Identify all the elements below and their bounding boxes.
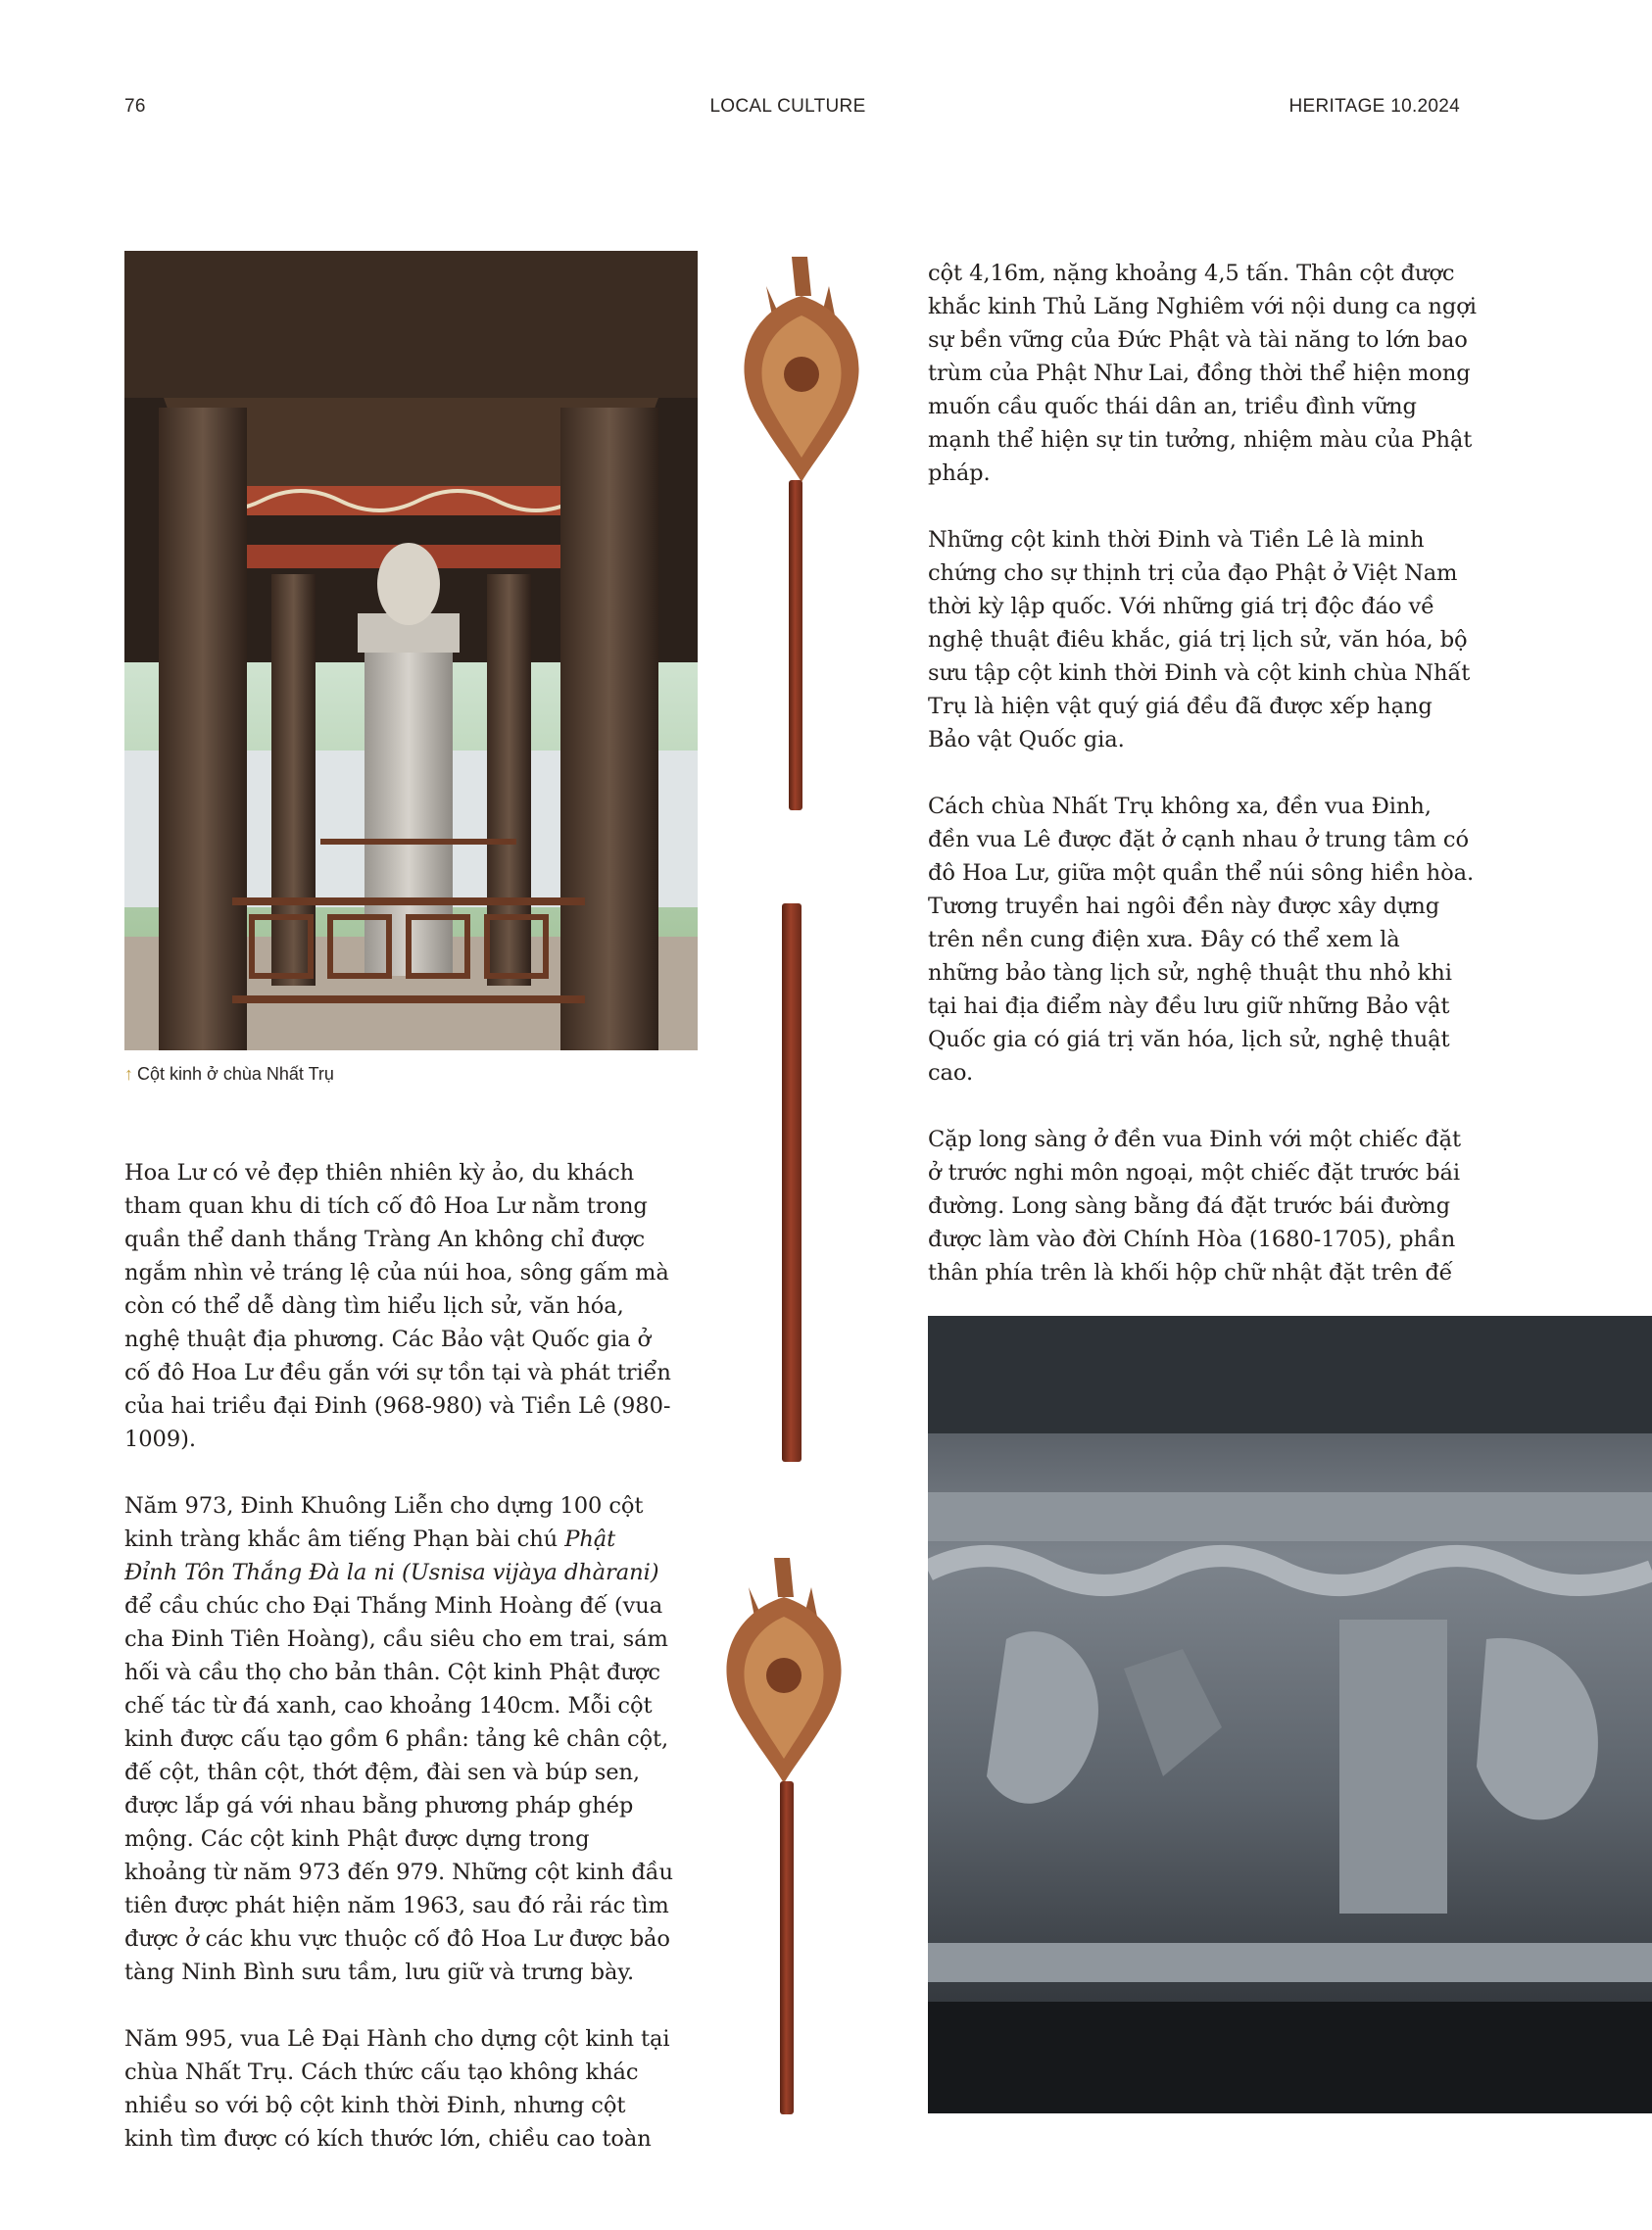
stone-pillar-photo: [124, 251, 698, 1050]
caption-text: Cột kinh ở chùa Nhất Trụ: [137, 1064, 334, 1084]
staff-pole: [780, 1781, 794, 2114]
left-text-column: [124, 1156, 673, 2189]
page-number: 76: [124, 96, 146, 117]
inscription-title: Phật Đỉnh Tôn Thắng Đà la ni (Usnisa vijàya dhàrani): [124, 1527, 659, 1585]
paragraph-text: để cầu chúc cho Đại Thắng Minh Hoàng đế (vua cha Đinh Tiên Hoàng), cầu siêu cho em trai, sám hối và cầu thọ cho bản thân. Cột kinh Phật được chế tác từ đá xanh, cao khoảng 140cm. Mỗi cột kinh được cấu tạo gồm 6 phần: tảng kê chân cột, đế cột, thân cột, thớt đệm, đài sen và búp sen, được lắp gá với nhau bằng phương pháp ghép mộng. Các cột kinh Phật được dựng trong khoảng từ năm 973 đến 979. Những cột kinh đầu tiên được phát hiện năm 1963, sau đó rải rác tìm được ở các khu vực thuộc cố đô Hoa Lư được bảo tàng Ninh Bình sưu tầm, lưu giữ và trưng bày.: [124, 1593, 673, 1985]
issue-label: HERITAGE 10.2024: [1288, 96, 1460, 117]
section-title: LOCAL CULTURE: [709, 96, 866, 117]
photo-caption: [124, 1064, 334, 1085]
paragraph: Những cột kinh thời Đinh và Tiền Lê là minh chứng cho sự thịnh trị của đạo Phật ở Việt Nam thời kỳ lập quốc. Với những giá trị độc đáo về nghệ thuật điêu khắc, giá trị lịch sử, văn hóa, bộ sưu tập cột kinh thời Đinh và cột kinh chùa Nhất Trụ là hiện vật quý giá đều đã được xếp hạng Bảo vật Quốc gia.: [928, 527, 1471, 752]
paragraph: Cặp long sàng ở đền vua Đinh với một chiếc đặt ở trước nghi môn ngoại, một chiếc đặt trước bái đường. Long sàng bằng đá đặt trước bái đường được làm vào đời Chính Hòa (1680-1705), phần thân phía trên là khối hộp chữ nhật đặt trên đế: [928, 1127, 1461, 1285]
ornamental-staff-head-icon: [705, 1558, 862, 1783]
right-text-column: [928, 257, 1477, 1323]
ornamental-staff-head-icon: [723, 257, 880, 482]
staff-pole: [789, 480, 802, 810]
arrow-up-icon: ↑: [124, 1064, 133, 1084]
paragraph: Cách chùa Nhất Trụ không xa, đền vua Đinh, đền vua Lê được đặt ở cạnh nhau ở trung tâm có đô Hoa Lư, giữa một quần thể núi sông hiền hòa. Tương truyền hai ngôi đền này được xây dựng trên nền cung điện xưa. Đây có thể xem là những bảo tàng lịch sử, nghệ thuật thu nhỏ khi tại hai địa điểm này đều lưu giữ những Bảo vật Quốc gia có giá trị văn hóa, lịch sử, nghệ thuật cao.: [928, 794, 1475, 1086]
paragraph-text: Năm 973, Đinh Khuông Liễn cho dựng 100 cột kinh tràng khắc âm tiếng Phạn bài chú: [124, 1493, 644, 1552]
paragraph: Năm 995, vua Lê Đại Hành cho dựng cột kinh tại chùa Nhất Trụ. Cách thức cấu tạo không khác nhiều so với bộ cột kinh thời Đinh, nhưng cột kinh tìm được có kích thước lớn, chiều cao toàn: [124, 2026, 670, 2152]
staff-pole-side-view: [782, 903, 802, 1462]
stone-relief-photo: [928, 1316, 1652, 2113]
paragraph: cột 4,16m, nặng khoảng 4,5 tấn. Thân cột được khắc kinh Thủ Lăng Nghiêm với nội dung ca ngợi sự bền vững của Đức Phật và tài năng to lớn bao trùm của Phật Như Lai, đồng thời thể hiện mong muốn cầu quốc thái dân an, triều đình vững mạnh thể hiện sự tin tưởng, nhiệm màu của Phật pháp.: [928, 261, 1477, 486]
paragraph: Hoa Lư có vẻ đẹp thiên nhiên kỳ ảo, du khách tham quan khu di tích cố đô Hoa Lư nằm trong quần thể danh thắng Tràng An không chỉ được ngắm nhìn vẻ tráng lệ của núi hoa, sông gấm mà còn có thể dễ dàng tìm hiểu lịch sử, văn hóa, nghệ thuật địa phương. Các Bảo vật Quốc gia ở cố đô Hoa Lư đều gắn với sự tồn tại và phát triển của hai triều đại Đinh (968-980) và Tiền Lê (980-1009).: [124, 1160, 671, 1452]
paragraph: [124, 1489, 673, 1989]
